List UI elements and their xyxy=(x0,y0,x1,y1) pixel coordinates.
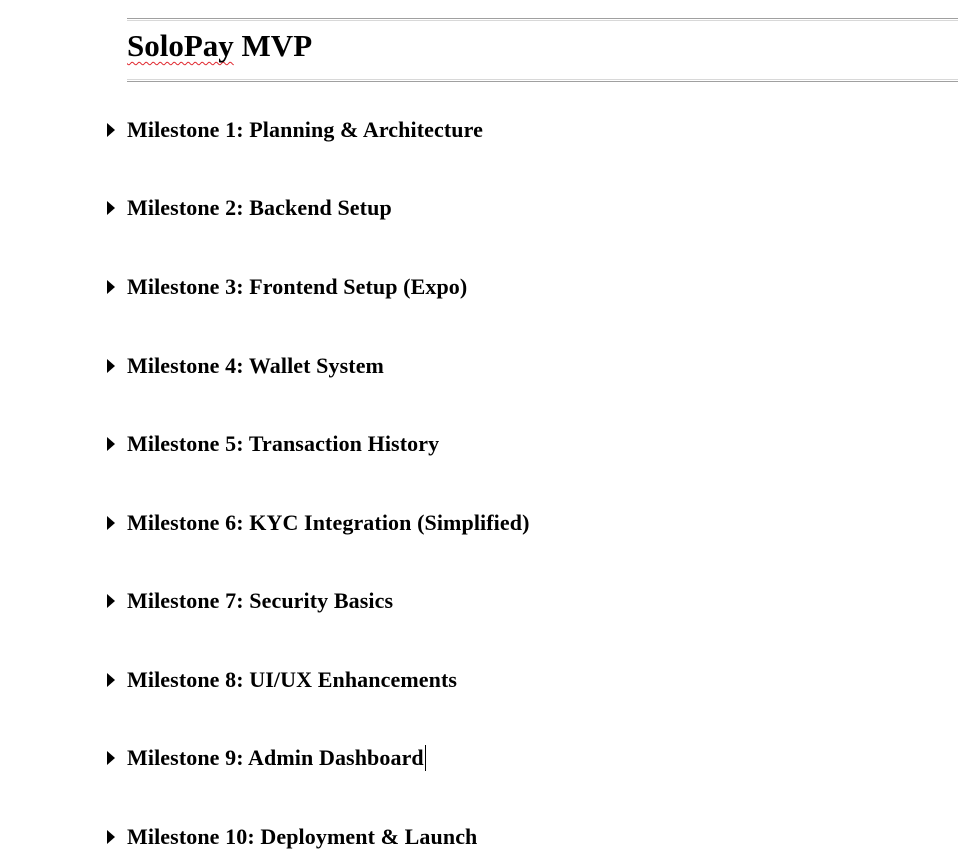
caret-right-icon[interactable] xyxy=(107,123,115,137)
caret-right-icon[interactable] xyxy=(107,751,115,765)
milestone-label[interactable]: Milestone 5: Transaction History xyxy=(127,431,440,456)
caret-right-icon[interactable] xyxy=(107,830,115,844)
milestone-heading-1[interactable] xyxy=(104,115,483,145)
misspelled-word[interactable]: SoloPay xyxy=(127,28,234,63)
milestone-heading-9[interactable] xyxy=(104,743,426,773)
milestone-heading-6[interactable] xyxy=(104,508,530,538)
milestone-heading-2[interactable] xyxy=(104,193,392,223)
caret-right-icon[interactable] xyxy=(107,280,115,294)
milestone-label[interactable]: Milestone 8: UI/UX Enhancements xyxy=(127,667,458,692)
milestone-label[interactable]: Milestone 6: KYC Integration (Simplified) xyxy=(127,510,530,535)
milestone-label[interactable]: Milestone 10: Deployment & Launch xyxy=(127,824,478,849)
caret-right-icon[interactable] xyxy=(107,594,115,608)
milestone-label[interactable]: Milestone 1: Planning & Architecture xyxy=(127,117,483,142)
milestone-heading-3[interactable] xyxy=(104,272,467,302)
milestone-label[interactable]: Milestone 9: Admin Dashboard xyxy=(127,745,424,770)
document-title-rest: MVP xyxy=(233,28,313,63)
milestone-label[interactable]: Milestone 7: Security Basics xyxy=(127,588,394,613)
milestone-label[interactable]: Milestone 2: Backend Setup xyxy=(127,195,392,220)
caret-right-icon[interactable] xyxy=(107,516,115,530)
caret-right-icon[interactable] xyxy=(107,437,115,451)
caret-right-icon[interactable] xyxy=(107,673,115,687)
caret-right-icon[interactable] xyxy=(107,201,115,215)
milestone-label[interactable]: Milestone 3: Frontend Setup (Expo) xyxy=(127,274,468,299)
milestone-label[interactable]: Milestone 4: Wallet System xyxy=(127,353,384,378)
text-cursor xyxy=(425,745,426,771)
caret-right-icon[interactable] xyxy=(107,359,115,373)
milestone-heading-7[interactable] xyxy=(104,586,393,616)
milestone-heading-4[interactable] xyxy=(104,351,384,381)
milestone-heading-5[interactable] xyxy=(104,429,439,459)
milestone-heading-10[interactable] xyxy=(104,822,477,852)
milestone-heading-8[interactable] xyxy=(104,665,457,695)
